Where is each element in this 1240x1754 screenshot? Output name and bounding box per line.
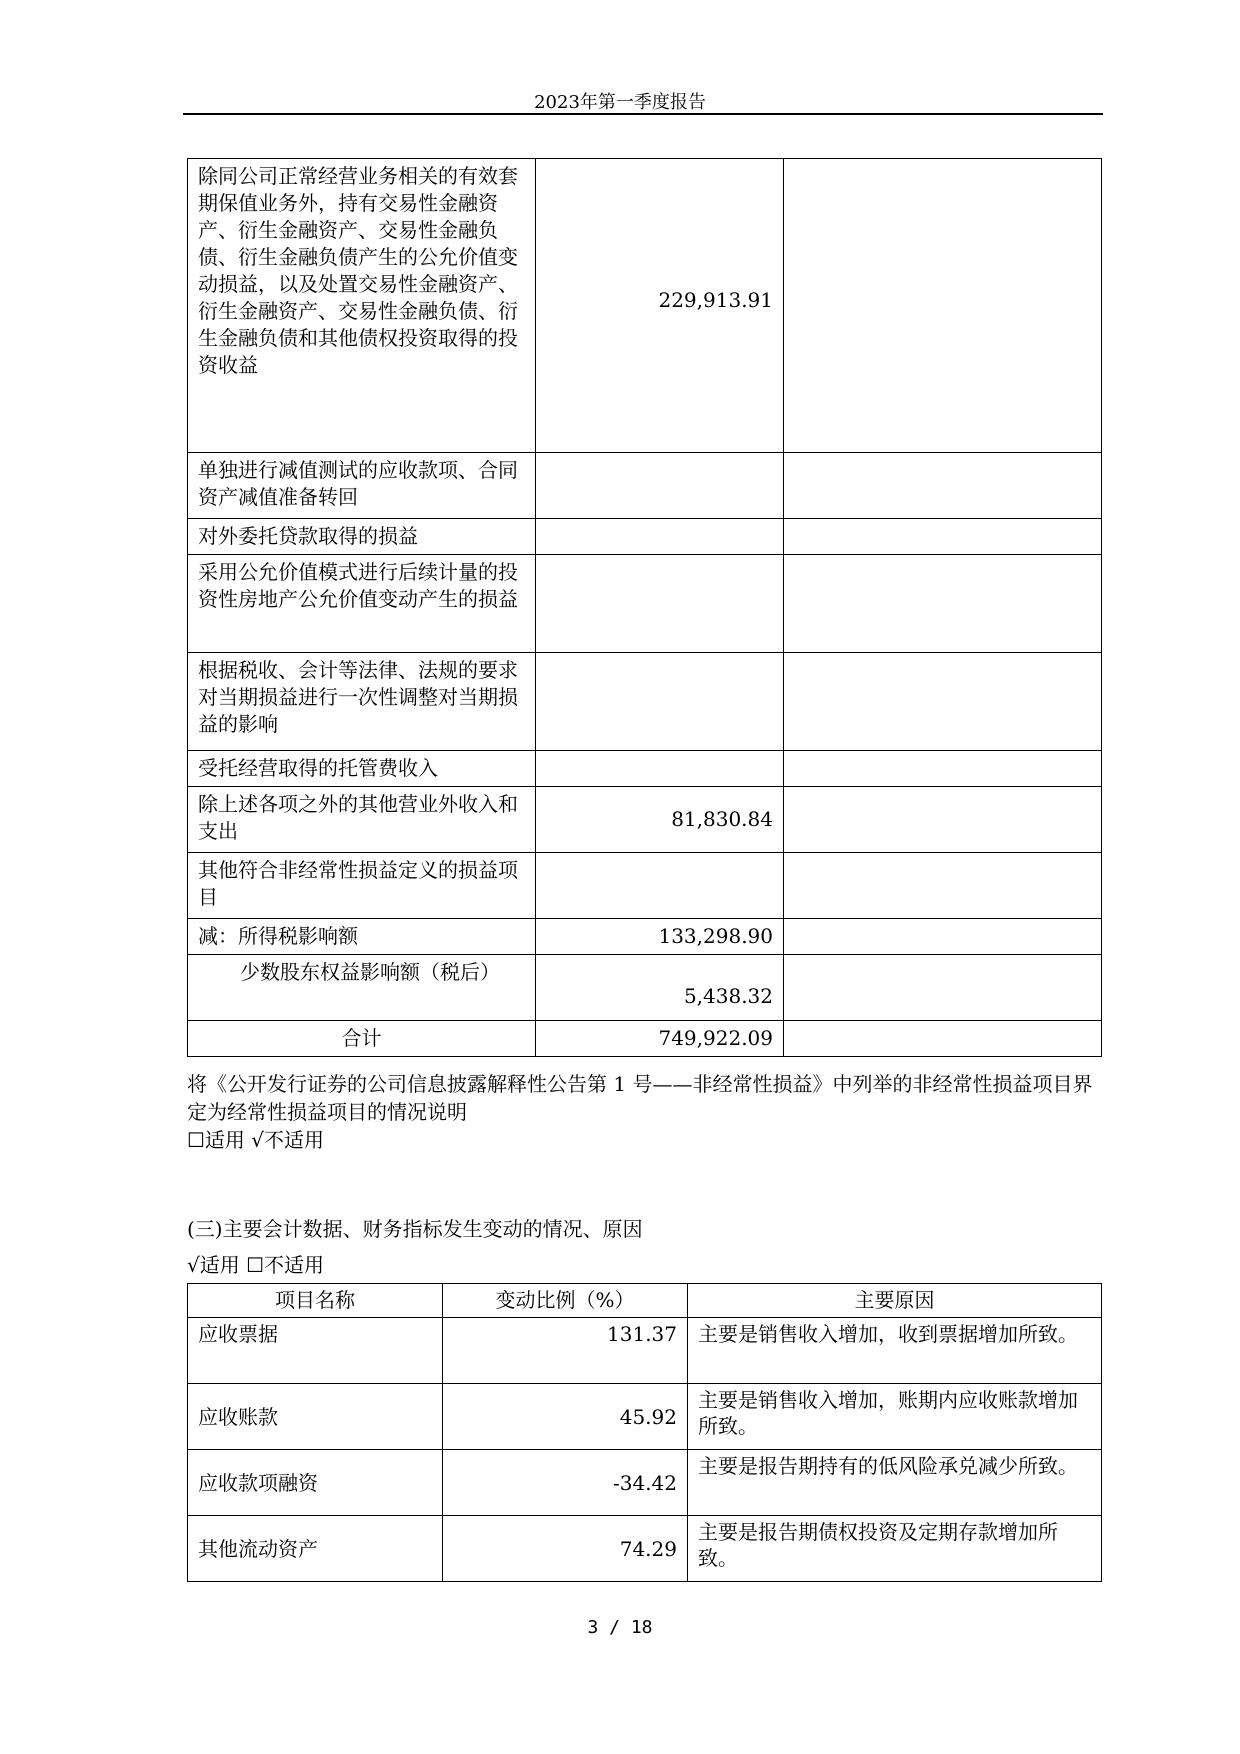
amount-cell: 81,830.84 — [536, 787, 784, 853]
item-name-cell: 应收票据 — [188, 1318, 443, 1384]
page-header-title: 2023年第一季度报告 — [534, 92, 706, 113]
note-cell — [784, 751, 1102, 787]
table-row — [188, 853, 1102, 919]
amount-cell: 229,913.91 — [536, 159, 784, 453]
note-cell — [784, 955, 1102, 1021]
change-analysis-table — [187, 1283, 1102, 1582]
item-cell: 减：所得税影响额 — [188, 919, 536, 955]
table-row — [188, 1318, 1102, 1384]
note-cell — [784, 919, 1102, 955]
table-row — [188, 787, 1102, 853]
note-cell — [784, 1021, 1102, 1057]
amount-cell — [536, 853, 784, 919]
column-header: 主要原因 — [688, 1284, 1102, 1318]
reason-cell: 主要是销售收入增加，账期内应收账款增加所致。 — [688, 1384, 1102, 1450]
section-applicability-options: √适用 ☐不适用 — [187, 1253, 325, 1277]
change-ratio-cell: 45.92 — [443, 1384, 688, 1450]
note-cell — [784, 519, 1102, 555]
note-cell — [784, 453, 1102, 519]
table-row — [188, 653, 1102, 751]
item-cell: 受托经营取得的托管费收入 — [188, 751, 536, 787]
amount-cell — [536, 519, 784, 555]
item-cell: 单独进行减值测试的应收款项、合同资产减值准备转回 — [188, 453, 536, 519]
table-row — [188, 751, 1102, 787]
table-row — [188, 1516, 1102, 1582]
table-row — [188, 519, 1102, 555]
note-cell — [784, 787, 1102, 853]
table-row — [188, 919, 1102, 955]
table-row — [188, 1384, 1102, 1450]
item-cell: 少数股东权益影响额（税后） — [188, 955, 536, 1021]
reason-cell: 主要是报告期持有的低风险承兑减少所致。 — [688, 1450, 1102, 1516]
note-cell — [784, 159, 1102, 453]
amount-cell — [536, 751, 784, 787]
item-name-cell: 应收款项融资 — [188, 1450, 443, 1516]
item-cell: 其他符合非经常性损益定义的损益项目 — [188, 853, 536, 919]
table-header-row — [188, 1284, 1102, 1318]
amount-cell — [536, 555, 784, 653]
column-header: 项目名称 — [188, 1284, 443, 1318]
item-cell: 根据税收、会计等法律、法规的要求对当期损益进行一次性调整对当期损益的影响 — [188, 653, 536, 751]
table-row — [188, 555, 1102, 653]
item-name-cell: 应收账款 — [188, 1384, 443, 1450]
item-cell: 对外委托贷款取得的损益 — [188, 519, 536, 555]
applicability-options: ☐适用 √不适用 — [187, 1128, 325, 1152]
note-cell — [784, 555, 1102, 653]
reclassification-note: 将《公开发行证券的公司信息披露解释性公告第 1 号——非经常性损益》中列举的非经常性损益项目界定为经常性损益项目的情况说明 — [187, 1072, 1093, 1124]
note-cell — [784, 653, 1102, 751]
table-row — [188, 955, 1102, 1021]
item-cell: 除同公司正常经营业务相关的有效套期保值业务外，持有交易性金融资产、衍生金融资产、交易性金融负债、衍生金融负债产生的公允价值变动损益，以及处置交易性金融资产、衍生金融资产、交易性金融负债、衍生金融负债和其他债权投资取得的投资收益 — [188, 159, 536, 453]
note-cell — [784, 853, 1102, 919]
amount-cell — [536, 653, 784, 751]
item-cell: 除上述各项之外的其他营业外收入和支出 — [188, 787, 536, 853]
amount-cell: 133,298.90 — [536, 919, 784, 955]
section-title: (三)主要会计数据、财务指标发生变动的情况、原因 — [187, 1217, 643, 1241]
change-ratio-cell: 131.37 — [443, 1318, 688, 1384]
page-number: 3 / 18 — [587, 1617, 653, 1638]
reason-cell: 主要是报告期债权投资及定期存款增加所致。 — [688, 1516, 1102, 1582]
change-ratio-cell: -34.42 — [443, 1450, 688, 1516]
amount-cell — [536, 453, 784, 519]
total-amount-cell: 749,922.09 — [536, 1021, 784, 1057]
table-row — [188, 1450, 1102, 1516]
amount-cell: 5,438.32 — [536, 955, 784, 1021]
item-cell: 采用公允价值模式进行后续计量的投资性房地产公允价值变动产生的损益 — [188, 555, 536, 653]
header-rule — [183, 113, 1103, 115]
table-row — [188, 453, 1102, 519]
table-row — [188, 1021, 1102, 1057]
total-label-cell: 合计 — [188, 1021, 536, 1057]
item-name-cell: 其他流动资产 — [188, 1516, 443, 1582]
reason-cell: 主要是销售收入增加，收到票据增加所致。 — [688, 1318, 1102, 1384]
column-header: 变动比例（%） — [443, 1284, 688, 1318]
non-recurring-items-table — [187, 158, 1102, 1057]
table-row — [188, 159, 1102, 453]
change-ratio-cell: 74.29 — [443, 1516, 688, 1582]
